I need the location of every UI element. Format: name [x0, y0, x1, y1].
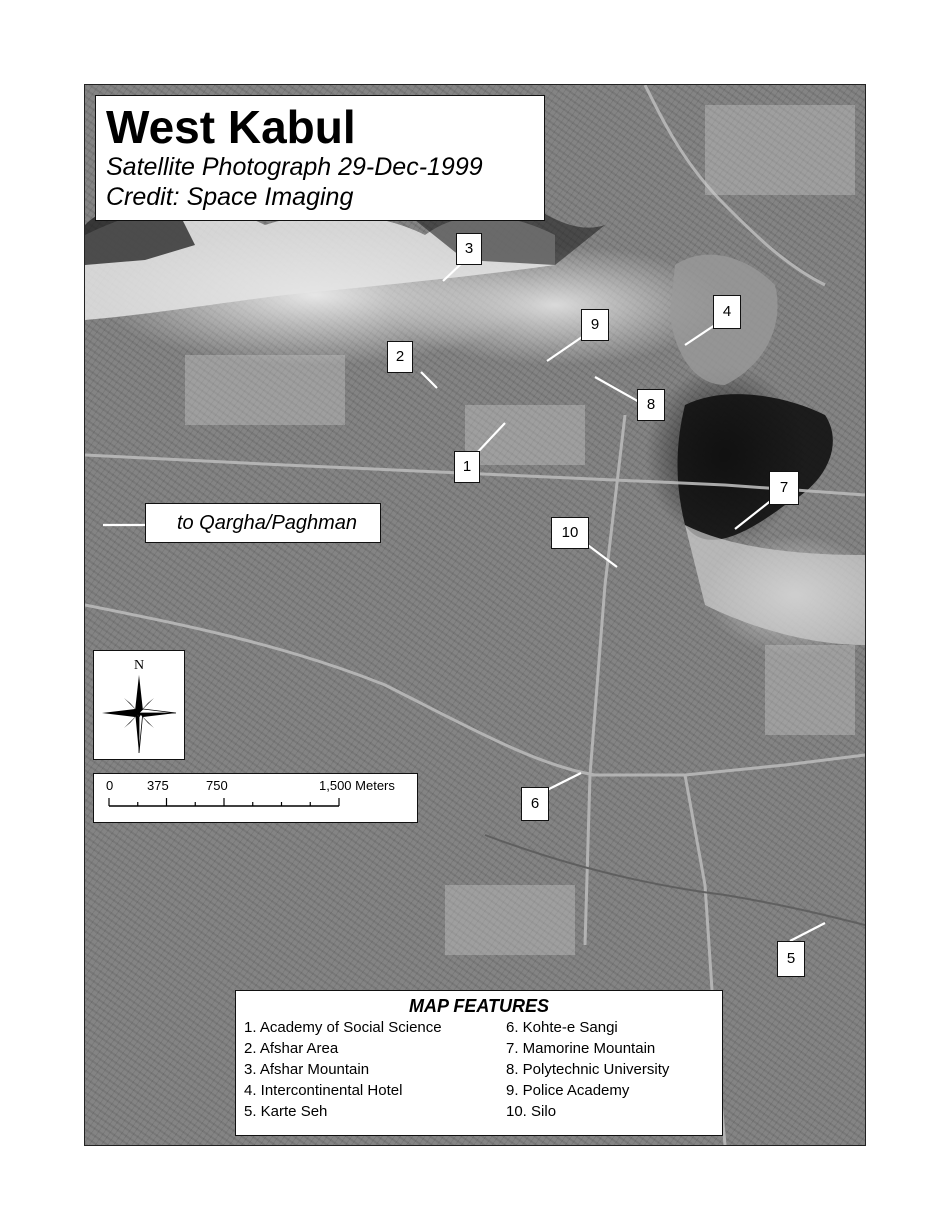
- road-main-ns: [585, 415, 625, 945]
- map-subtitle-date: Satellite Photograph 29-Dec-1999: [106, 153, 483, 181]
- mamorine-mountain-slope: [685, 525, 865, 645]
- marker-3[interactable]: 3: [456, 233, 482, 265]
- scale-ruler: [94, 774, 419, 824]
- map-title: West Kabul: [106, 101, 356, 153]
- marker-1[interactable]: 1: [454, 451, 480, 483]
- legend-item: 7. Mamorine Mountain: [506, 1040, 656, 1057]
- north-label: N: [133, 658, 145, 673]
- legend-item: 1. Academy of Social Science: [244, 1019, 442, 1036]
- legend-item: 9. Police Academy: [506, 1082, 630, 1099]
- scale-label-375: 375: [147, 778, 169, 793]
- map-legend: [235, 990, 723, 1136]
- north-arrow: [93, 650, 185, 760]
- marker-8[interactable]: 8: [637, 389, 665, 421]
- scale-bar: [93, 773, 418, 823]
- map-title-box: [95, 95, 545, 221]
- legend-item: 8. Polytechnic University: [506, 1061, 670, 1078]
- compass-rose-icon: [94, 651, 184, 759]
- legend-item: 2. Afshar Area: [244, 1040, 339, 1057]
- mamorine-mountain-dark: [678, 394, 833, 540]
- marker-7[interactable]: 7: [769, 471, 799, 505]
- scale-label-1500: 1,500 Meters: [319, 778, 395, 793]
- satellite-map[interactable]: [84, 84, 866, 1146]
- legend-item: 5. Karte Seh: [244, 1103, 328, 1120]
- legend-item: 3. Afshar Mountain: [244, 1061, 370, 1078]
- marker-6[interactable]: 6: [521, 787, 549, 821]
- destination-label: to Qargha/Paghman: [145, 503, 381, 543]
- map-credit: Credit: Space Imaging: [106, 183, 354, 211]
- legend-title: MAP FEATURES: [408, 996, 549, 1016]
- legend-item: 10. Silo: [506, 1103, 557, 1120]
- marker-9[interactable]: 9: [581, 309, 609, 341]
- legend-item: 6. Kohte-e Sangi: [506, 1019, 618, 1036]
- marker-10[interactable]: 10: [551, 517, 589, 549]
- scale-label-0: 0: [106, 778, 114, 793]
- marker-2[interactable]: 2: [387, 341, 413, 373]
- marker-5[interactable]: 5: [777, 941, 805, 977]
- scale-label-750: 750: [206, 778, 228, 793]
- legend-item: 4. Intercontinental Hotel: [244, 1082, 403, 1099]
- road-east: [590, 755, 865, 775]
- marker-4[interactable]: 4: [713, 295, 741, 329]
